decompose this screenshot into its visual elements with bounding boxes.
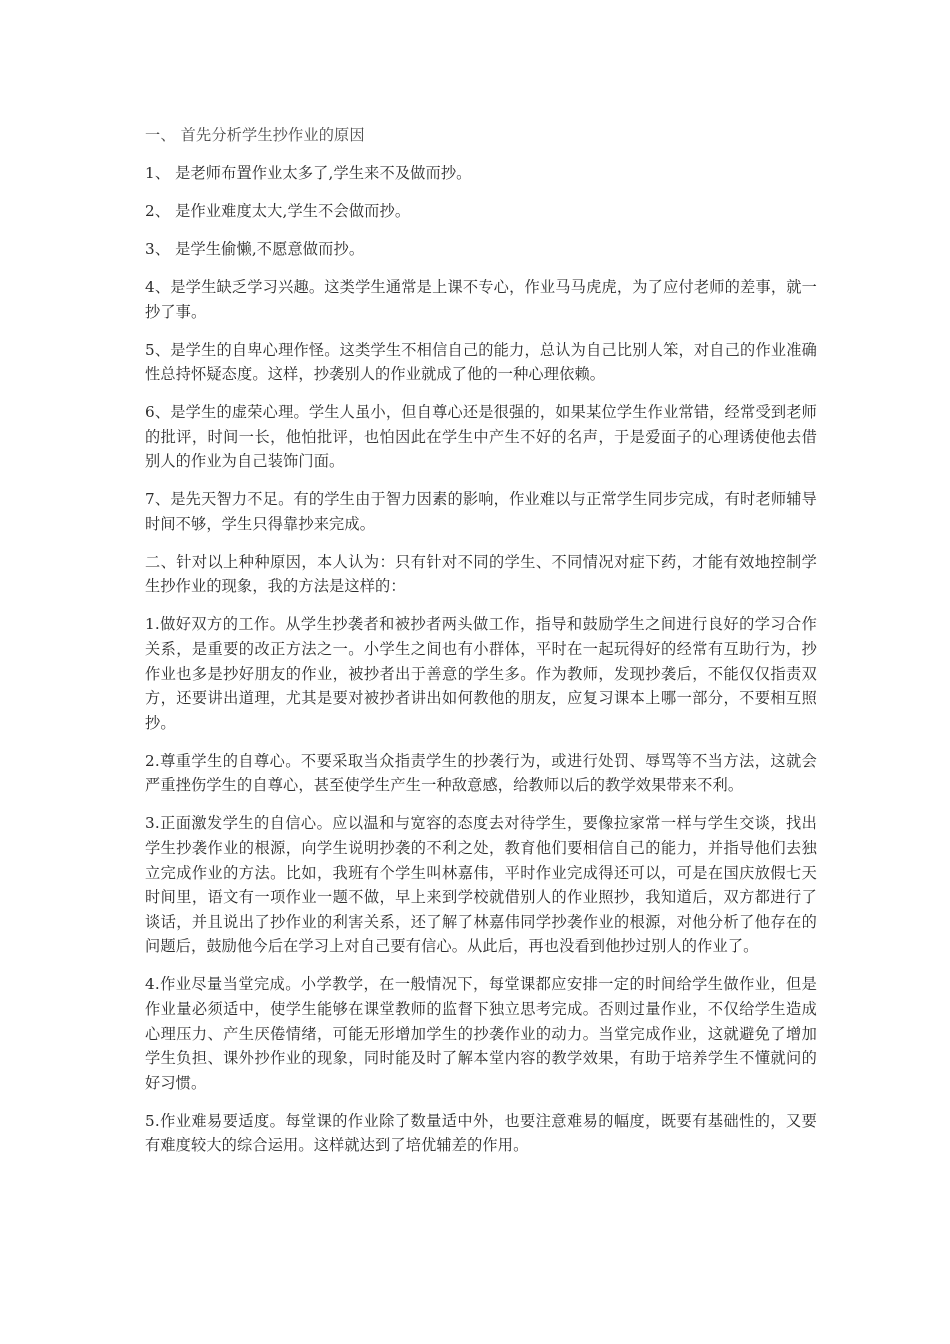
cause-item-1: 1、 是老师布置作业太多了,学生来不及做而抄。 bbox=[145, 163, 472, 182]
method-item-2: 2.尊重学生的自尊心。不要采取当众指责学生的抄袭行为，或进行处罚、辱骂等不当方法，这就会严重挫伤学生的自尊心，甚至使学生产生一种敌意感，给教师以后的教学效果带来不利。 bbox=[145, 751, 817, 795]
cause-item-3: 3、 是学生偷懒,不愿意做而抄。 bbox=[145, 239, 365, 258]
cause-item-6: 6、是学生的虚荣心理。学生人虽小，但自尊心还是很强的，如果某位学生作业常错，经常受到老师的批评，时间一长，他怕批评，也怕因此在学生中产生不好的名声，于是爱面子的心理诱使他去借别人的作业为自己装饰门面。 bbox=[145, 403, 817, 471]
section-heading-causes: 一、 首先分析学生抄作业的原因 bbox=[145, 126, 365, 144]
method-item-4: 4.作业尽量当堂完成。小学教学，在一般情况下，每堂课都应安排一定的时间给学生做作业，但是作业量必须适中，使学生能够在课堂教师的监督下独立思考完成。否则过量作业，不仅给学生造成心理压力、产生厌倦情绪，可能无形增加学生的抄袭作业的动力。当堂完成作业，这就避免了增加学生负担、课外抄作业的现象，同时能及时了解本堂内容的教学效果，有助于培养学生不懂就问的好习惯。 bbox=[145, 975, 817, 1092]
method-item-1: 1.做好双方的工作。从学生抄袭者和被抄者两头做工作，指导和鼓励学生之间进行良好的学习合作关系，是重要的改正方法之一。小学生之间也有小群体，平时在一起玩得好的经常有互助行为，抄作业也多是抄好朋友的作业，被抄者出于善意的学生多。作为教师，发现抄袭后，不能仅仅指责双方，还要讲出道理，尤其是要对被抄者讲出如何教他的朋友，应复习课本上哪一部分，不要相互照抄。 bbox=[145, 615, 817, 732]
document-body bbox=[145, 123, 817, 1171]
method-item-3: 3.正面激发学生的自信心。应以温和与宽容的态度去对待学生，要像拉家常一样与学生交谈，找出学生抄袭作业的根源，向学生说明抄袭的不利之处，教育他们要相信自己的能力，并指导他们去独立完成作业的方法。比如，我班有个学生叫林嘉伟，平时作业完成得还可以，可是在国庆放假七天时间里，语文有一项作业一题不做，早上来到学校就借别人的作业照抄，我知道后，双方都进行了谈话，并且说出了抄作业的利害关系，还了解了林嘉伟同学抄袭作业的根源，对他分析了他存在的问题后，鼓励他今后在学习上对自己要有信心。从此后，再也没看到他抄过别人的作业了。 bbox=[145, 814, 817, 956]
cause-item-2: 2、 是作业难度太大,学生不会做而抄。 bbox=[145, 201, 411, 220]
cause-item-5: 5、是学生的自卑心理作怪。这类学生不相信自己的能力，总认为自己比别人笨，对自己的作业准确性总持怀疑态度。这样，抄袭别人的作业就成了他的一种心理依赖。 bbox=[145, 340, 817, 384]
cause-item-4: 4、是学生缺乏学习兴趣。这类学生通常是上课不专心，作业马马虎虎，为了应付老师的差事，就一抄了事。 bbox=[145, 277, 817, 321]
section-heading-methods: 二、针对以上种种原因，本人认为：只有针对不同的学生、不同情况对症下药，才能有效地控制学生抄作业的现象，我的方法是这样的： bbox=[145, 552, 817, 596]
cause-item-7: 7、是先天智力不足。有的学生由于智力因素的影响，作业难以与正常学生同步完成，有时老师辅导时间不够，学生只得靠抄来完成。 bbox=[145, 490, 817, 533]
method-item-5: 5.作业难易要适度。每堂课的作业除了数量适中外，也要注意难易的幅度，既要有基础性的，又要有难度较大的综合运用。这样就达到了培优辅差的作用。 bbox=[145, 1111, 817, 1155]
